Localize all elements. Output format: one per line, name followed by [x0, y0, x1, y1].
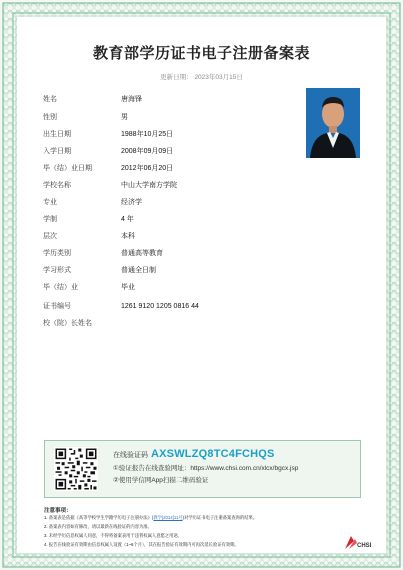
field-label: 证书编号 [43, 303, 71, 310]
field-value: 普通高等教育 [121, 250, 163, 257]
field-label: 入学日期 [43, 148, 71, 155]
field-label: 层次 [43, 233, 57, 240]
verification-code-label: 在线验证码 [113, 452, 148, 459]
field-label: 学习形式 [43, 267, 71, 274]
note-text: 4. 报告在线验证有效期由信息权属人设置（1~6个月），其在报告验证有效期内可再次延长验证有效期。 [44, 542, 239, 547]
verification-code: AXSWLZQ8TC4FCHQS [151, 448, 275, 460]
field-value: 2008年09月09日 [121, 148, 174, 155]
field-label: 学历类别 [43, 250, 71, 257]
field-value: 普通全日制 [121, 267, 156, 274]
update-date-value: 2023年03月15日 [194, 74, 243, 81]
field-label: 毕（结）业 [43, 284, 78, 291]
verification-url-line[interactable]: ①验证报告在线查验网址：https://www.chsi.com.cn/xlcx/bgcx.jsp [113, 465, 299, 472]
field-label: 学校名称 [43, 182, 71, 189]
field-label: 出生日期 [43, 131, 71, 138]
verification-panel [44, 440, 361, 498]
regulation-link[interactable]: 教学[2014]11号 [153, 515, 183, 520]
field-label: 毕（结）业日期 [43, 165, 92, 172]
field-value: 1261 9120 1205 0816 44 [121, 303, 199, 310]
page-title: 教育部学历证书电子注册备案表 [92, 45, 310, 62]
field-value: 唐海锋 [121, 96, 142, 103]
note-text: 3. 未经学历信息权属人同意，不得将备案表用于违背权属人意愿之用途。 [44, 533, 182, 538]
note-item [44, 542, 239, 548]
note-text: 2. 备案表内容如有修改，请以最新在线验证的内容为准。 [44, 524, 152, 529]
note-text: )对学历证书电子注册备案查询的结果。 [182, 515, 258, 520]
note-item [44, 515, 257, 521]
field-value: 2012年06月20日 [121, 165, 174, 172]
field-label: 专业 [43, 199, 57, 206]
update-date-label: 更新日期： [160, 74, 193, 81]
verification-app-line: ②使用学信网App扫描二维码验证 [113, 477, 209, 484]
verification-code-line [113, 448, 275, 460]
note-text: 1. 备案表是依据《高等学校学生学籍学历电子注册办法》( [44, 515, 154, 520]
qr-code-icon[interactable] [54, 447, 98, 491]
field-value: 男 [121, 114, 128, 121]
field-label: 性别 [43, 114, 57, 121]
field-value: 1988年10月25日 [121, 131, 174, 138]
note-item [44, 524, 152, 530]
field-value: 经济学 [121, 199, 142, 206]
update-date-line [0, 72, 403, 81]
portrait-photo [306, 88, 360, 158]
chsi-logo-text: CHSI [357, 543, 372, 549]
note-item [44, 533, 182, 539]
field-value: 毕业 [121, 284, 135, 291]
field-label: 姓名 [43, 96, 57, 103]
field-label: 学制 [43, 216, 57, 223]
field-value: 4 年 [121, 216, 134, 223]
field-value: 中山大学南方学院 [121, 182, 177, 189]
notes-title: 注意事项： [44, 508, 72, 514]
field-value: 本科 [121, 233, 135, 240]
field-label: 校（院）长姓名 [43, 320, 92, 327]
